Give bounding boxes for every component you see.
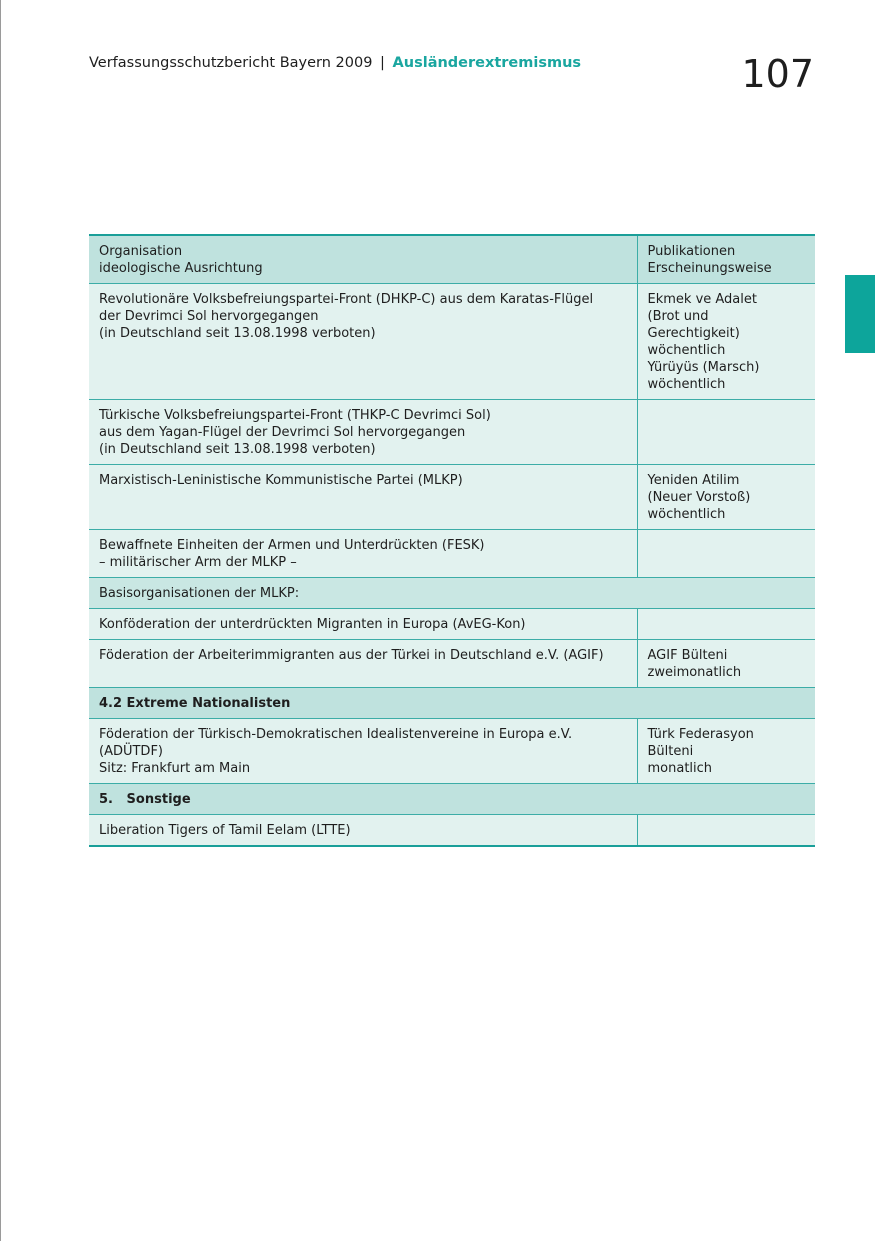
section-heading-nationalists: 4.2 Extreme Nationalisten [89, 688, 815, 719]
table-row [89, 719, 815, 784]
report-title: Verfassungsschutzbericht Bayern 2009 [89, 55, 373, 71]
subheading-row [89, 578, 815, 609]
section-row [89, 784, 815, 815]
publication-cell: Yeniden Atilim (Neuer Vorstoß) wöchentlich [637, 465, 815, 530]
table-row [89, 284, 815, 400]
organisation-cell: Konföderation der unterdrückten Migranten in Europa (AvEG-Kon) [89, 609, 637, 640]
table-row [89, 815, 815, 847]
organisation-cell: Bewaffnete Einheiten der Armen und Unterdrückten (FESK) – militärischer Arm der MLKP – [89, 530, 637, 578]
organisation-cell: Türkische Volksbefreiungspartei-Front (THKP-C Devrimci Sol) aus dem Yagan-Flügel der Devrimci Sol hervorgegangen (in Deutschland seit 13.08.1998 verboten) [89, 400, 637, 465]
running-header [89, 55, 581, 71]
section-heading-other: 5. Sonstige [89, 784, 815, 815]
publication-cell [637, 815, 815, 847]
table-row [89, 640, 815, 688]
header-publications: Publikationen Erscheinungsweise [637, 235, 815, 284]
publication-cell [637, 400, 815, 465]
header-organisation: Organisation ideologische Ausrichtung [89, 235, 637, 284]
organisations-table [89, 234, 815, 847]
table-row [89, 530, 815, 578]
table-row [89, 400, 815, 465]
publication-cell [637, 609, 815, 640]
table-row [89, 609, 815, 640]
page-number: 107 [741, 52, 814, 96]
organisation-cell: Föderation der Türkisch-Demokratischen Idealistenvereine in Europa e.V. (ADÜTDF) Sitz: Frankfurt am Main [89, 719, 637, 784]
publication-cell: Ekmek ve Adalet (Brot und Gerechtigkeit) wöchentlich Yürüyüs (Marsch) wöchentlich [637, 284, 815, 400]
basis-organisations-label: Basisorganisationen der MLKP: [89, 578, 815, 609]
section-row [89, 688, 815, 719]
header-separator: | [380, 55, 385, 71]
publication-cell: Türk Federasyon Bülteni monatlich [637, 719, 815, 784]
organisation-cell: Revolutionäre Volksbefreiungspartei-Front (DHKP-C) aus dem Karatas-Flügel der Devrimci Sol hervorgegangen (in Deutschland seit 13.08.1998 verboten) [89, 284, 637, 400]
table-row [89, 465, 815, 530]
publication-cell: AGIF Bülteni zweimonatlich [637, 640, 815, 688]
organisation-cell: Liberation Tigers of Tamil Eelam (LTTE) [89, 815, 637, 847]
organisation-cell: Föderation der Arbeiterimmigranten aus der Türkei in Deutschland e.V. (AGIF) [89, 640, 637, 688]
chapter-tab-marker [845, 275, 875, 353]
table-header-row [89, 235, 815, 284]
organisation-cell: Marxistisch-Leninistische Kommunistische Partei (MLKP) [89, 465, 637, 530]
page-left-rule [0, 0, 1, 1241]
publication-cell [637, 530, 815, 578]
section-title: Ausländerextremismus [392, 55, 582, 71]
